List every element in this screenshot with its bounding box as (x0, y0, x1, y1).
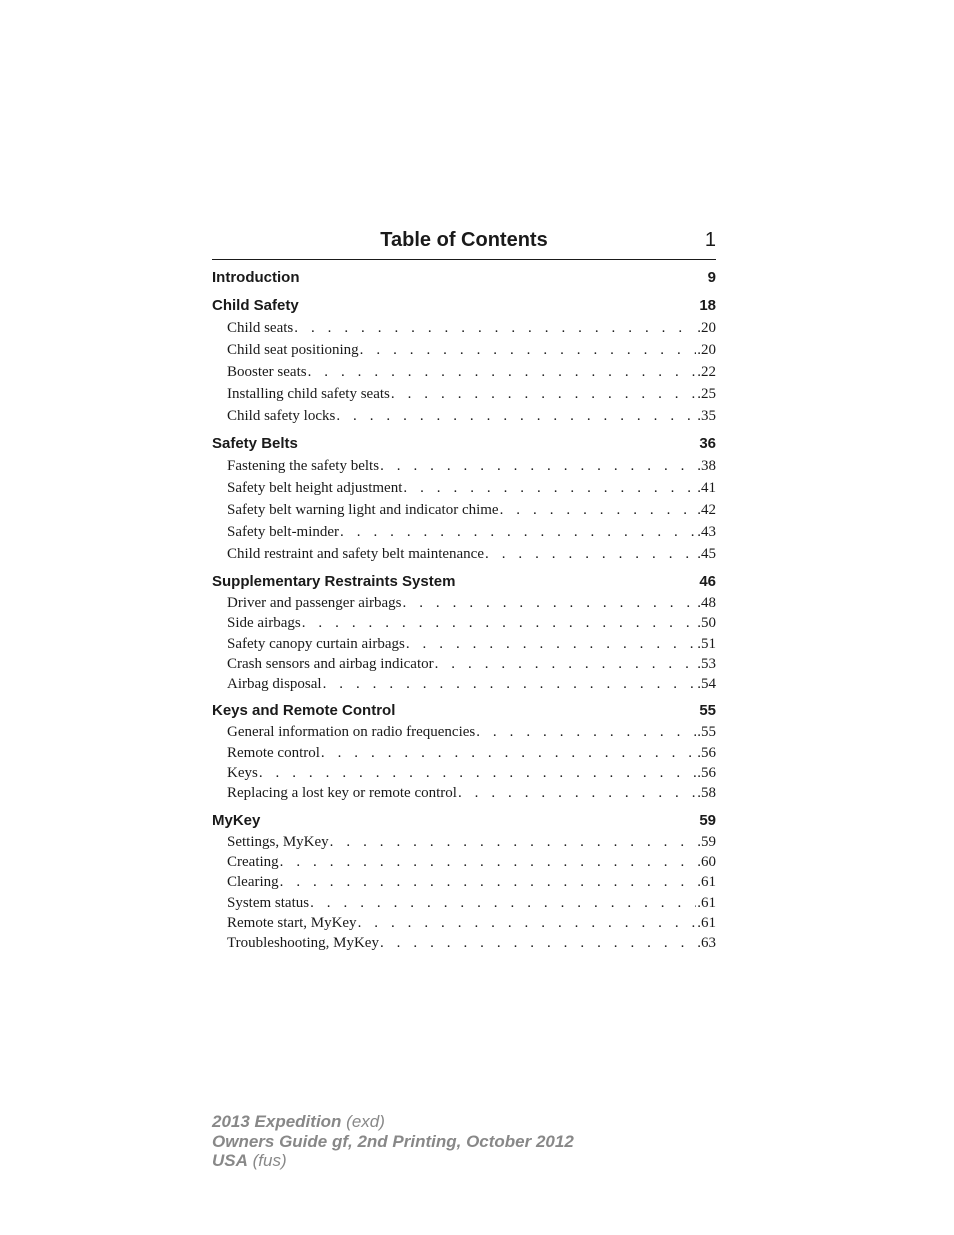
entry-page: .41 (697, 480, 716, 496)
entry-page: .61 (697, 894, 716, 911)
entry-page: .38 (697, 458, 716, 474)
entry-page: .22 (697, 364, 716, 380)
footer-model: 2013 Expedition (212, 1112, 342, 1131)
entry-page: .25 (697, 386, 716, 402)
entry-label: Safety belt-minder (227, 524, 340, 540)
dot-leader (476, 722, 696, 742)
entry-page: .56 (697, 765, 716, 782)
entry-page: .60 (697, 853, 716, 870)
toc-entry[interactable] (212, 913, 716, 933)
entry-page: .43 (697, 524, 716, 540)
entry-page: .59 (697, 833, 716, 850)
dot-leader (323, 674, 697, 694)
footer (212, 1112, 574, 1171)
dot-leader (391, 383, 696, 405)
dot-leader (294, 317, 696, 339)
entry-label: Keys (227, 765, 258, 782)
toc-entry[interactable] (212, 852, 716, 872)
entry-label: Troubleshooting, MyKey (227, 935, 379, 952)
entry-label: Installing child safety seats (227, 386, 390, 402)
toc-section-heading[interactable] (212, 267, 716, 289)
dot-leader (280, 872, 697, 892)
toc-entry[interactable] (212, 339, 716, 361)
dot-leader (403, 477, 696, 499)
toc-entry[interactable] (212, 455, 716, 477)
entry-page: .48 (697, 595, 716, 611)
toc-section (212, 700, 716, 803)
entry-label: Settings, MyKey (227, 833, 329, 850)
entry-label: System status (227, 894, 310, 911)
entry-page: .53 (697, 655, 716, 672)
toc-entry[interactable] (212, 783, 716, 803)
entry-page: .63 (697, 935, 716, 952)
entry-page: .56 (697, 744, 716, 761)
entry-label: Child restraint and safety belt maintenance (227, 546, 484, 562)
footer-line-1 (212, 1112, 574, 1132)
entry-label: Child seat positioning (227, 342, 359, 358)
dot-leader (360, 339, 697, 361)
toc-section-heading[interactable] (212, 571, 716, 593)
entry-page: .55 (697, 724, 716, 741)
dot-leader (358, 913, 697, 933)
dot-leader (259, 763, 696, 783)
toc-entry[interactable] (212, 832, 716, 852)
toc-section-heading[interactable] (212, 810, 716, 832)
entry-page: .35 (697, 408, 716, 424)
entry-page: .42 (697, 502, 716, 518)
entry-label: Fastening the safety belts (227, 458, 380, 474)
toc-entry[interactable] (212, 933, 716, 953)
dot-leader (310, 893, 696, 913)
entry-label: General information on radio frequencies (227, 724, 476, 741)
footer-region: USA (212, 1151, 248, 1170)
toc-entry[interactable] (212, 499, 716, 521)
dot-leader (280, 852, 697, 872)
entry-label: Booster seats (227, 364, 307, 380)
toc-entry[interactable] (212, 674, 716, 694)
dot-leader (340, 521, 696, 543)
section-title: Supplementary Restraints System (212, 573, 456, 590)
toc-entry[interactable] (212, 405, 716, 427)
toc-section-heading[interactable] (212, 295, 716, 317)
dot-leader (435, 654, 697, 674)
toc-entry[interactable] (212, 543, 716, 565)
section-title: Safety Belts (212, 435, 298, 452)
toc-section (212, 810, 716, 954)
dot-leader (336, 405, 696, 427)
entry-page: .20 (697, 320, 716, 336)
dot-leader (380, 933, 696, 953)
footer-region-code: (fus) (252, 1151, 287, 1170)
entry-label: Creating (227, 853, 279, 870)
toc-entry[interactable] (212, 361, 716, 383)
entry-page: .61 (697, 874, 716, 891)
section-page: 59 (699, 811, 716, 829)
toc-section-heading[interactable] (212, 433, 716, 455)
toc-entry[interactable] (212, 593, 716, 613)
dot-leader (485, 543, 696, 565)
toc-entry[interactable] (212, 383, 716, 405)
toc-section-heading[interactable] (212, 700, 716, 722)
entry-label: Clearing (227, 874, 279, 891)
entry-label: Child seats (227, 320, 294, 336)
toc-entry[interactable] (212, 722, 716, 742)
entry-label: Airbag disposal (227, 676, 322, 693)
dot-leader (500, 499, 697, 521)
dot-leader (458, 783, 696, 803)
dot-leader (406, 634, 696, 654)
entry-label: Replacing a lost key or remote control (227, 785, 457, 802)
dot-leader (302, 613, 697, 633)
table-of-contents (212, 267, 716, 959)
toc-section (212, 267, 716, 289)
toc-entry[interactable] (212, 654, 716, 674)
section-page: 46 (699, 573, 716, 590)
toc-entry[interactable] (212, 477, 716, 499)
dot-leader (321, 743, 696, 763)
entry-page: .20 (697, 342, 716, 358)
entry-label: Crash sensors and airbag indicator (227, 655, 434, 672)
dot-leader (308, 361, 697, 383)
page-number: 1 (704, 229, 716, 251)
toc-section (212, 571, 716, 694)
entry-label: Remote control (227, 744, 320, 761)
entry-label: Safety belt height adjustment (227, 480, 403, 496)
footer-model-code: (exd) (346, 1112, 385, 1131)
entry-label: Driver and passenger airbags (227, 595, 402, 611)
entry-label: Side airbags (227, 615, 301, 632)
footer-line-2: Owners Guide gf, 2nd Printing, October 2012 (212, 1131, 574, 1151)
toc-entry[interactable] (212, 743, 716, 763)
toc-entry[interactable] (212, 763, 716, 783)
entry-page: .58 (697, 785, 716, 802)
section-page: 18 (699, 297, 716, 314)
entry-label: Remote start, MyKey (227, 914, 357, 931)
section-page: 36 (699, 435, 716, 452)
entry-label: Child safety locks (227, 408, 336, 424)
section-page: 55 (699, 702, 716, 720)
footer-line-3 (212, 1151, 574, 1171)
toc-entry[interactable] (212, 521, 716, 543)
entry-label: Safety canopy curtain airbags (227, 635, 405, 652)
entry-page: .51 (697, 635, 716, 652)
toc-section (212, 433, 716, 565)
section-title: Child Safety (212, 297, 299, 314)
entry-page: .54 (697, 676, 716, 693)
toc-entry[interactable] (212, 893, 716, 913)
dot-leader (380, 455, 696, 477)
entry-page: .50 (697, 615, 716, 632)
section-title: MyKey (212, 811, 261, 829)
page-header (212, 229, 716, 260)
section-title: Introduction (212, 269, 300, 286)
dot-leader (330, 832, 697, 852)
toc-entry[interactable] (212, 634, 716, 654)
entry-label: Safety belt warning light and indicator chime (227, 502, 499, 518)
toc-entry[interactable] (212, 872, 716, 892)
section-title: Keys and Remote Control (212, 702, 396, 720)
toc-entry[interactable] (212, 613, 716, 633)
page-title: Table of Contents (380, 229, 548, 251)
toc-entry[interactable] (212, 317, 716, 339)
entry-page: .61 (697, 914, 716, 931)
entry-page: .45 (697, 546, 716, 562)
dot-leader (403, 593, 697, 613)
toc-section (212, 295, 716, 427)
section-page: 9 (707, 269, 716, 286)
